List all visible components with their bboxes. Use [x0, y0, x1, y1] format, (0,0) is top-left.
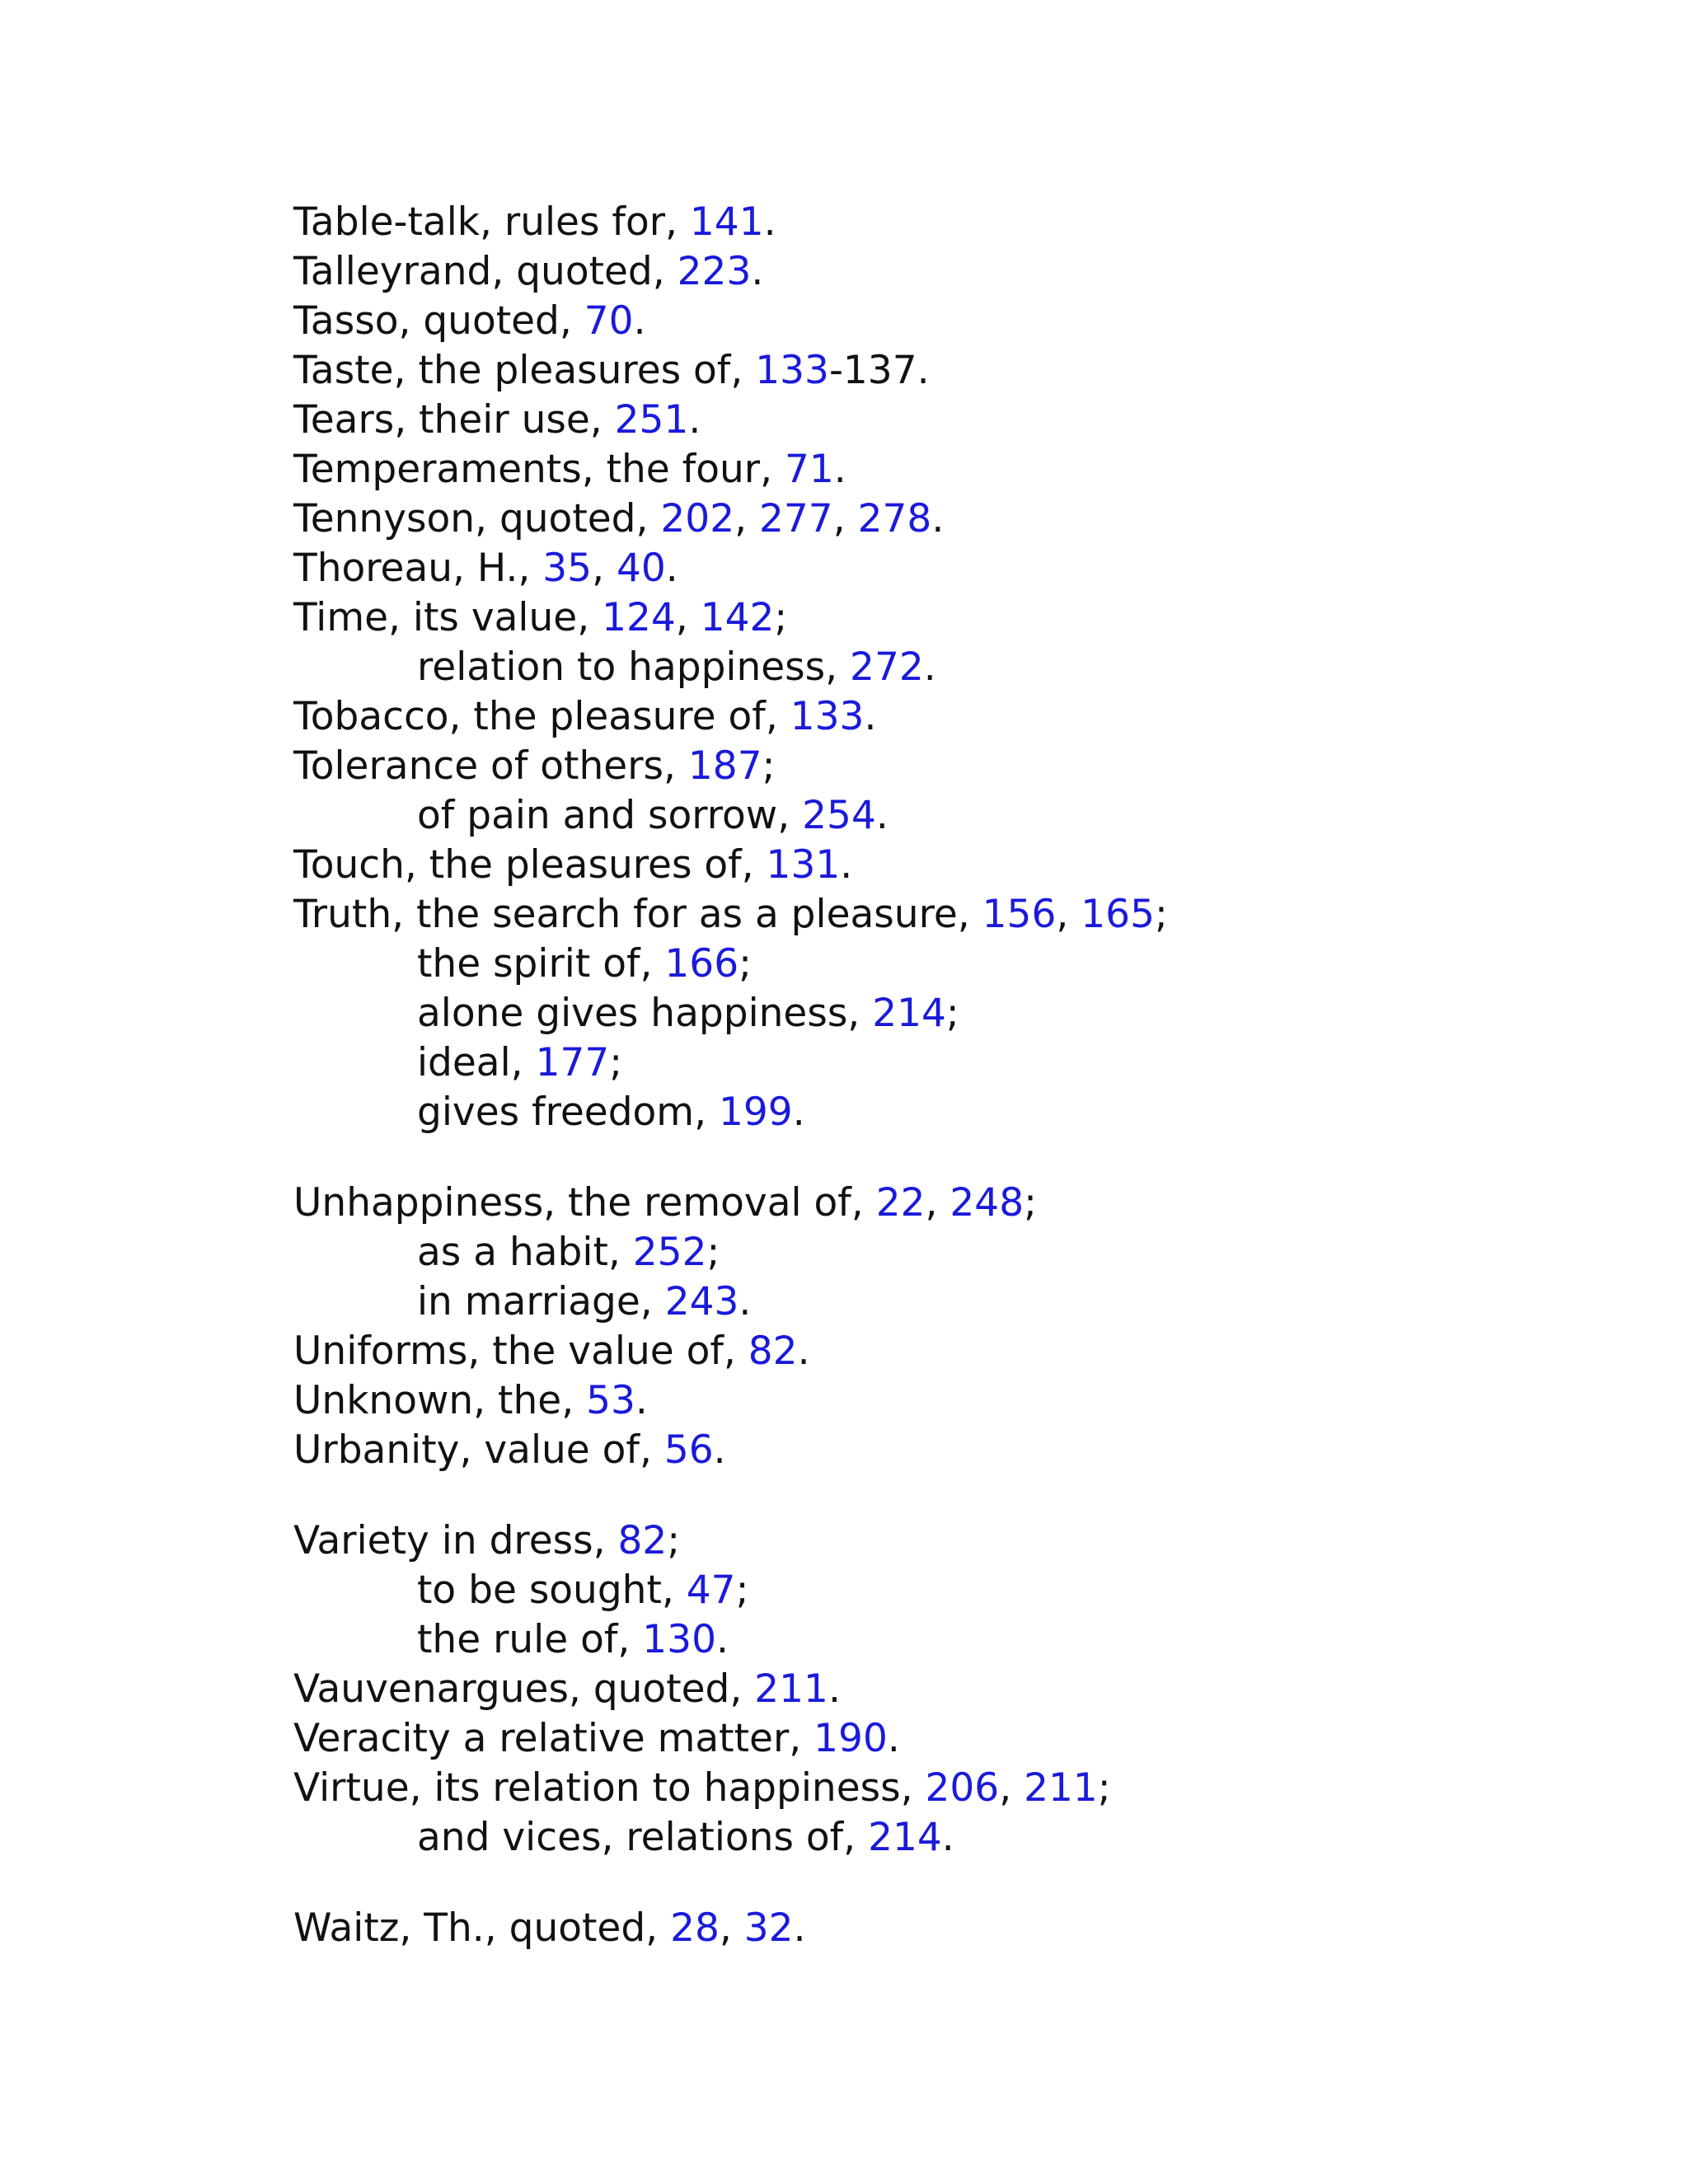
entry-text: ;: [1154, 892, 1168, 937]
entry-text: .: [716, 1617, 729, 1662]
entry-text: .: [833, 447, 846, 492]
index-entry: [293, 346, 1168, 396]
page-link[interactable]: 156: [982, 892, 1057, 937]
index-subentry: [293, 791, 1168, 841]
index-entry: [293, 1327, 1168, 1376]
entry-text: ,: [1056, 892, 1081, 937]
entry-text: Veracity a relative matter,: [293, 1716, 814, 1761]
page-link[interactable]: 214: [872, 991, 946, 1036]
index-entry: [293, 841, 1168, 890]
index-subentry: [293, 989, 1168, 1038]
page-link[interactable]: 28: [670, 1905, 720, 1951]
entry-text: ;: [667, 1518, 681, 1563]
index-subentry: [293, 1566, 1168, 1615]
page-link[interactable]: 82: [748, 1329, 798, 1374]
index-entry: [293, 1665, 1168, 1714]
entry-text: relation to happiness,: [417, 644, 851, 690]
index-subentry: [293, 1228, 1168, 1277]
entry-text: .: [923, 644, 936, 690]
entry-text: alone gives happiness,: [417, 991, 873, 1036]
entry-text: ;: [1024, 1180, 1037, 1226]
page-link[interactable]: 187: [687, 743, 762, 789]
page-link[interactable]: 211: [1024, 1765, 1098, 1811]
entry-text: Virtue, its relation to happiness,: [293, 1765, 926, 1811]
entry-text: ;: [609, 1040, 623, 1085]
entry-text: .: [751, 249, 764, 294]
index-entry: [293, 544, 1168, 593]
page-link[interactable]: 166: [664, 941, 739, 987]
entry-text: Uniforms, the value of,: [293, 1329, 748, 1374]
index-subentry: [293, 1277, 1168, 1327]
entry-text: Waitz, Th., quoted,: [293, 1905, 671, 1951]
entry-text: ,: [719, 1905, 744, 1951]
index-subentry: [293, 1088, 1168, 1137]
entry-text: as a habit,: [417, 1230, 633, 1275]
entry-text: of pain and sorrow,: [417, 793, 803, 838]
page-link[interactable]: 70: [584, 298, 634, 344]
page-link[interactable]: 124: [602, 595, 676, 640]
page-link[interactable]: 35: [542, 546, 593, 591]
page-link[interactable]: 133: [790, 694, 865, 739]
entry-text: Tears, their use,: [293, 397, 615, 443]
index-entry: [293, 742, 1168, 791]
entry-text: Tennyson, quoted,: [293, 496, 661, 541]
page-link[interactable]: 32: [743, 1905, 794, 1951]
page-link[interactable]: 133: [755, 348, 829, 393]
entry-text: Unknown, the,: [293, 1378, 587, 1423]
page-link[interactable]: 142: [700, 595, 775, 640]
page-link[interactable]: 141: [689, 199, 764, 245]
index-entry: [293, 198, 1168, 247]
entry-text: Urbanity, value of,: [293, 1427, 664, 1473]
index-entry: [293, 1376, 1168, 1426]
page-link[interactable]: 131: [766, 842, 841, 888]
page-link[interactable]: 248: [950, 1180, 1025, 1226]
index-entry: [293, 396, 1168, 445]
entry-text: ,: [675, 595, 701, 640]
entry-text: the rule of,: [417, 1617, 643, 1662]
page-link[interactable]: 199: [718, 1090, 793, 1135]
entry-text: Truth, the search for as a pleasure,: [293, 892, 982, 937]
entry-text: Temperaments, the four,: [293, 447, 785, 492]
entry-text: .: [793, 1905, 806, 1951]
index-subentry: [293, 1813, 1168, 1863]
index-entry: [293, 1904, 1168, 1953]
entry-text: .: [635, 1378, 648, 1423]
entry-text: .: [738, 1279, 752, 1324]
index-entry: [293, 247, 1168, 297]
entry-text: .: [688, 397, 701, 443]
entry-text: ;: [738, 941, 752, 987]
entry-text: Touch, the pleasures of,: [293, 842, 767, 888]
entry-text: .: [941, 1815, 954, 1860]
entry-text: ,: [925, 1180, 950, 1226]
index-subentry: [293, 940, 1168, 989]
entry-text: ,: [832, 496, 858, 541]
page-link[interactable]: 278: [857, 496, 932, 541]
entry-text: .: [864, 694, 877, 739]
page-link[interactable]: 71: [784, 447, 834, 492]
entry-text: ;: [762, 743, 776, 789]
entry-text: in marriage,: [417, 1279, 665, 1324]
page-link[interactable]: 277: [759, 496, 833, 541]
entry-text: ;: [945, 991, 959, 1036]
page-link[interactable]: 206: [925, 1765, 1000, 1811]
entry-text: .: [840, 842, 853, 888]
index-entry: [293, 692, 1168, 742]
entry-text: Tasso, quoted,: [293, 298, 584, 344]
entry-text: .: [713, 1427, 726, 1473]
page-link[interactable]: 53: [586, 1378, 635, 1423]
page-link[interactable]: 223: [677, 249, 752, 294]
entry-text: and vices, relations of,: [417, 1815, 869, 1860]
entry-text: Unhappiness, the removal of,: [293, 1180, 876, 1226]
page-link[interactable]: 40: [616, 546, 666, 591]
entry-text: .: [763, 199, 776, 245]
entry-text: Talleyrand, quoted,: [293, 249, 678, 294]
entry-text: ideal,: [417, 1040, 536, 1085]
entry-text: .: [875, 793, 889, 838]
entry-text: ,: [592, 546, 617, 591]
entry-text: ;: [735, 1568, 749, 1613]
page-link[interactable]: 130: [642, 1617, 716, 1662]
page-link[interactable]: 211: [754, 1666, 828, 1712]
index-entry: [293, 1516, 1168, 1566]
index-entry: [293, 1426, 1168, 1475]
entry-text: Tolerance of others,: [293, 743, 688, 789]
entry-text: ,: [734, 496, 759, 541]
entry-text: Time, its value,: [293, 595, 603, 640]
entry-text: Thoreau, H.,: [293, 546, 543, 591]
page-link[interactable]: 47: [686, 1568, 736, 1613]
index-page: [293, 198, 1168, 1953]
entry-text: .: [828, 1666, 841, 1712]
entry-text: ;: [1097, 1765, 1111, 1811]
entry-text: Taste, the pleasures of,: [293, 348, 756, 393]
index-entry: [293, 1179, 1168, 1228]
page-link[interactable]: 56: [663, 1427, 714, 1473]
entry-text: ;: [774, 595, 788, 640]
entry-text: ,: [999, 1765, 1025, 1811]
page-link[interactable]: 202: [660, 496, 735, 541]
index-entry: [293, 445, 1168, 494]
page-link[interactable]: 165: [1081, 892, 1155, 937]
entry-text: ;: [706, 1230, 720, 1275]
index-entry: [293, 1714, 1168, 1764]
entry-text: .: [931, 496, 945, 541]
page-link[interactable]: 214: [868, 1815, 942, 1860]
index-subentry: [293, 1615, 1168, 1665]
page-link[interactable]: 252: [632, 1230, 707, 1275]
page-link[interactable]: 254: [802, 793, 876, 838]
page-link[interactable]: 251: [614, 397, 689, 443]
entry-text: .: [792, 1090, 805, 1135]
entry-text: Tobacco, the pleasure of,: [293, 694, 790, 739]
entry-text: Variety in dress,: [293, 1518, 618, 1563]
entry-text: .: [887, 1716, 900, 1761]
entry-text: to be sought,: [417, 1568, 687, 1613]
page-link[interactable]: 82: [617, 1518, 668, 1563]
index-entry: [293, 1764, 1168, 1813]
index-entry: [293, 494, 1168, 544]
index-entry: [293, 890, 1168, 940]
entry-text: -137.: [828, 348, 930, 393]
page-link[interactable]: 190: [814, 1716, 888, 1761]
entry-text: .: [665, 546, 678, 591]
page-link[interactable]: 243: [664, 1279, 739, 1324]
page-link[interactable]: 22: [875, 1180, 926, 1226]
entry-text: Vauvenargues, quoted,: [293, 1666, 755, 1712]
page-link[interactable]: 272: [850, 644, 924, 690]
entry-text: the spirit of,: [417, 941, 665, 987]
entry-text: .: [633, 298, 646, 344]
entry-text: gives freedom,: [417, 1090, 719, 1135]
page-link[interactable]: 177: [535, 1040, 610, 1085]
index-subentry: [293, 1038, 1168, 1088]
index-subentry: [293, 643, 1168, 692]
index-entry: [293, 593, 1168, 643]
entry-text: Table-talk, rules for,: [293, 199, 690, 245]
index-entry: [293, 297, 1168, 346]
entry-text: .: [797, 1329, 810, 1374]
